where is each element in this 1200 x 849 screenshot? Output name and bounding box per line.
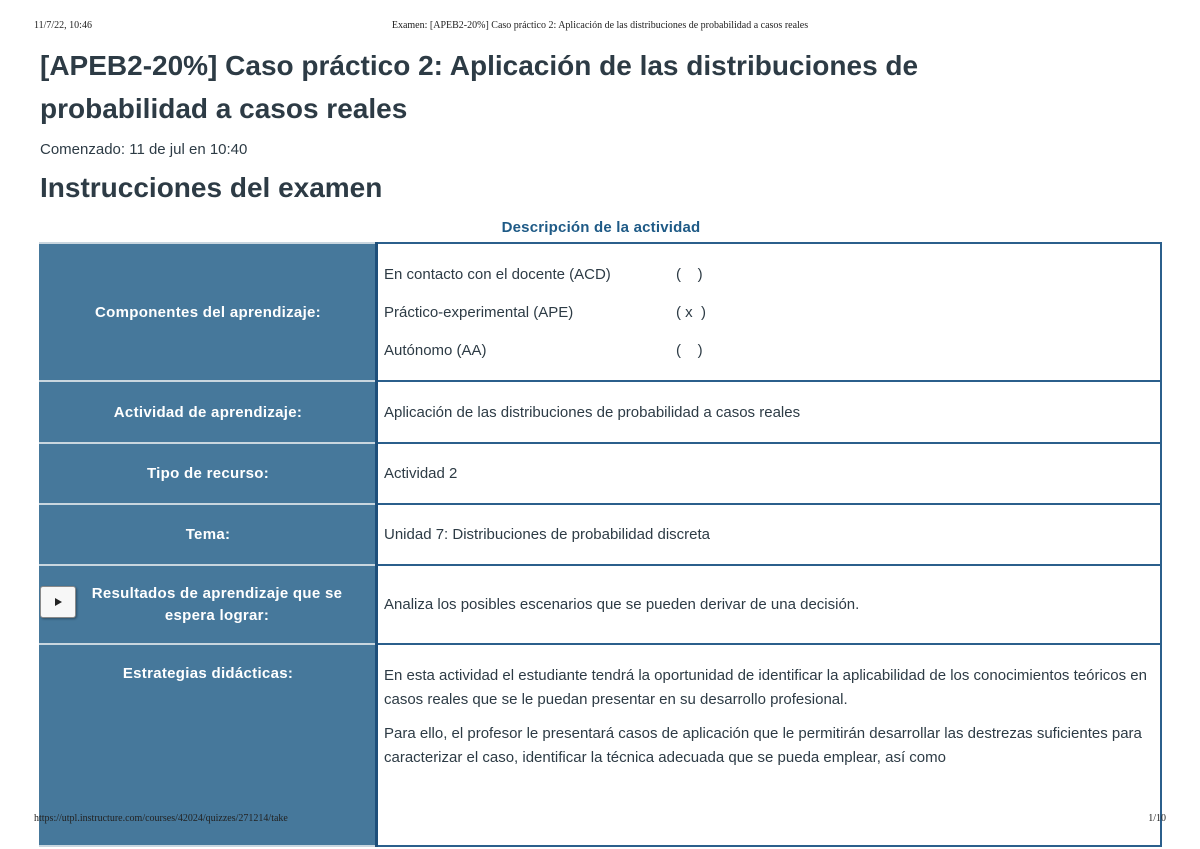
learning-outcomes-value: Analiza los posibles escenarios que se pueden derivar de una decisión. — [377, 565, 1162, 644]
table-row — [40, 243, 1161, 381]
activity-value: Aplicación de las distribuciones de probabilidad a casos reales — [377, 381, 1162, 443]
print-header — [34, 20, 1166, 34]
activity-label: Actividad de aprendizaje: — [40, 381, 377, 443]
quiz-title: [APEB2-20%] Caso práctico 2: Aplicación de las distribuciones de probabilidad a casos reales — [40, 50, 919, 124]
strategies-label: Estrategias didácticas: — [40, 644, 377, 846]
component-name: Autónomo (AA) — [384, 341, 487, 359]
page-counter: 1/10 — [1148, 813, 1166, 824]
table-row — [40, 565, 1161, 644]
topic-value: Unidad 7: Distribuciones de probabilidad discreta — [377, 504, 1162, 565]
play-icon — [53, 597, 63, 607]
table-row — [40, 381, 1161, 443]
component-mark: ( ) — [676, 341, 703, 359]
component-name: En contacto con el docente (ACD) — [384, 265, 611, 283]
components-value — [377, 243, 1162, 381]
component-mark: ( ) — [676, 265, 703, 283]
table-row — [40, 443, 1161, 504]
resource-type-value: Actividad 2 — [377, 443, 1162, 504]
activity-description-table — [39, 242, 1162, 847]
print-date: 11/7/22, 10:46 — [34, 20, 92, 31]
print-footer — [34, 813, 1166, 827]
component-item — [384, 293, 1154, 331]
topic-label: Tema: — [40, 504, 377, 565]
table-row — [40, 504, 1161, 565]
components-label: Componentes del aprendizaje: — [40, 243, 377, 381]
print-url: https://utpl.instructure.com/courses/42024/quizzes/271214/take — [34, 813, 288, 824]
component-item — [384, 331, 1154, 369]
learning-outcomes-label: Resultados de aprendizaje que se espera lograr: — [40, 565, 377, 644]
media-play-button[interactable] — [40, 586, 76, 618]
strategies-paragraph: Para ello, el profesor le presentará casos de aplicación que le permitirán desarrollar las destrezas suficientes para caracterizar el caso, identificar la técnica adecuada que se pueda emplear, así como — [384, 725, 1142, 766]
instructions-heading: Instrucciones del examen — [40, 172, 383, 203]
table-caption: Descripción de la actividad — [501, 219, 701, 236]
component-item — [384, 255, 1154, 293]
started-timestamp: Comenzado: 11 de jul en 10:40 — [40, 141, 248, 158]
resource-type-label: Tipo de recurso: — [40, 443, 377, 504]
component-mark: ( x ) — [676, 303, 706, 321]
component-name: Práctico-experimental (APE) — [384, 303, 574, 321]
print-doc-title: Examen: [APEB2-20%] Caso práctico 2: Aplicación de las distribuciones de probabilidad a casos reales — [391, 20, 809, 31]
strategies-paragraph: En esta actividad el estudiante tendrá la oportunidad de identificar la aplicabilidad de los conocimientos teóricos en casos reales que se le puedan presentar en su desarrollo profesional. — [384, 667, 1147, 708]
